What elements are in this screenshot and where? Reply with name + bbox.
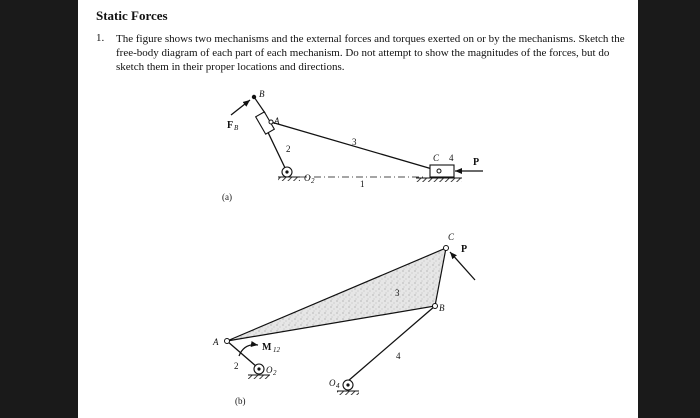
fig-a-label-o2-sub: 2 (311, 177, 315, 185)
fig-b-label-o4: O (329, 378, 336, 388)
fig-b-joint-c (444, 246, 449, 251)
fig-a-slider-c (416, 165, 462, 182)
fig-b-label-o4-sub: 4 (336, 382, 340, 390)
fig-b-label-link-2: 2 (234, 361, 239, 371)
fig-a-link-ab (254, 97, 265, 113)
fig-a-label-a: A (274, 116, 280, 126)
fig-b-force-p-arrow (450, 252, 475, 280)
fig-b-joint-b (433, 304, 438, 309)
fig-a-label-fb-sub: B (234, 124, 239, 132)
fig-b-label-p: P (461, 244, 468, 255)
fig-b-label-c: C (448, 232, 455, 242)
fig-b-joint-a (225, 339, 230, 344)
fig-a-force-fb-arrow (231, 100, 250, 115)
fig-a-label-link-3: 3 (352, 137, 357, 147)
fig-b-label-a: A (213, 337, 219, 347)
fig-b-label-link-4: 4 (396, 351, 401, 361)
fig-a-point-b-dot (252, 95, 256, 99)
fig-a-joint-a (269, 120, 273, 124)
fig-b-link-3-plate (227, 248, 446, 341)
fig-a-label-c: C (433, 153, 440, 163)
page-title: Static Forces (96, 8, 168, 23)
fig-b-label-m-sub: 12 (273, 346, 280, 354)
fig-a-label-link-2: 2 (286, 144, 291, 154)
document-page (78, 0, 638, 418)
fig-a-pivot-o2 (278, 167, 300, 181)
fig-b-label-b: B (439, 303, 445, 313)
mechanism-figures (78, 0, 638, 418)
fig-a-label-fb: F (227, 120, 234, 131)
fig-b-label-o2-sub: 2 (273, 369, 277, 377)
figure-b (212, 232, 475, 406)
fig-b-label-link-3: 3 (395, 288, 400, 298)
fig-a-label-o2: O (304, 173, 311, 183)
fig-b-caption: (b) (235, 396, 246, 406)
fig-a-caption: (a) (222, 192, 232, 202)
fig-b-label-o2: O (266, 365, 273, 375)
fig-a-label-p: P (473, 157, 480, 168)
fig-b-label-m: M (262, 342, 272, 353)
question-text: The figure shows two mechanisms and the external forces and torques exerted on or by the mechanisms. Sketch the free-body diagram of each part of each mechanism. Do not attempt to show the magnitudes of the forces, but do sketch them in their proper locations and directions. (116, 33, 625, 73)
figure-a (222, 89, 483, 202)
fig-a-label-link-1: 1 (360, 179, 365, 189)
fig-b-pivot-o4 (337, 380, 359, 395)
fig-a-label-b: B (259, 89, 265, 99)
question-number: 1. (96, 32, 105, 44)
fig-a-label-link-4: 4 (449, 153, 454, 163)
